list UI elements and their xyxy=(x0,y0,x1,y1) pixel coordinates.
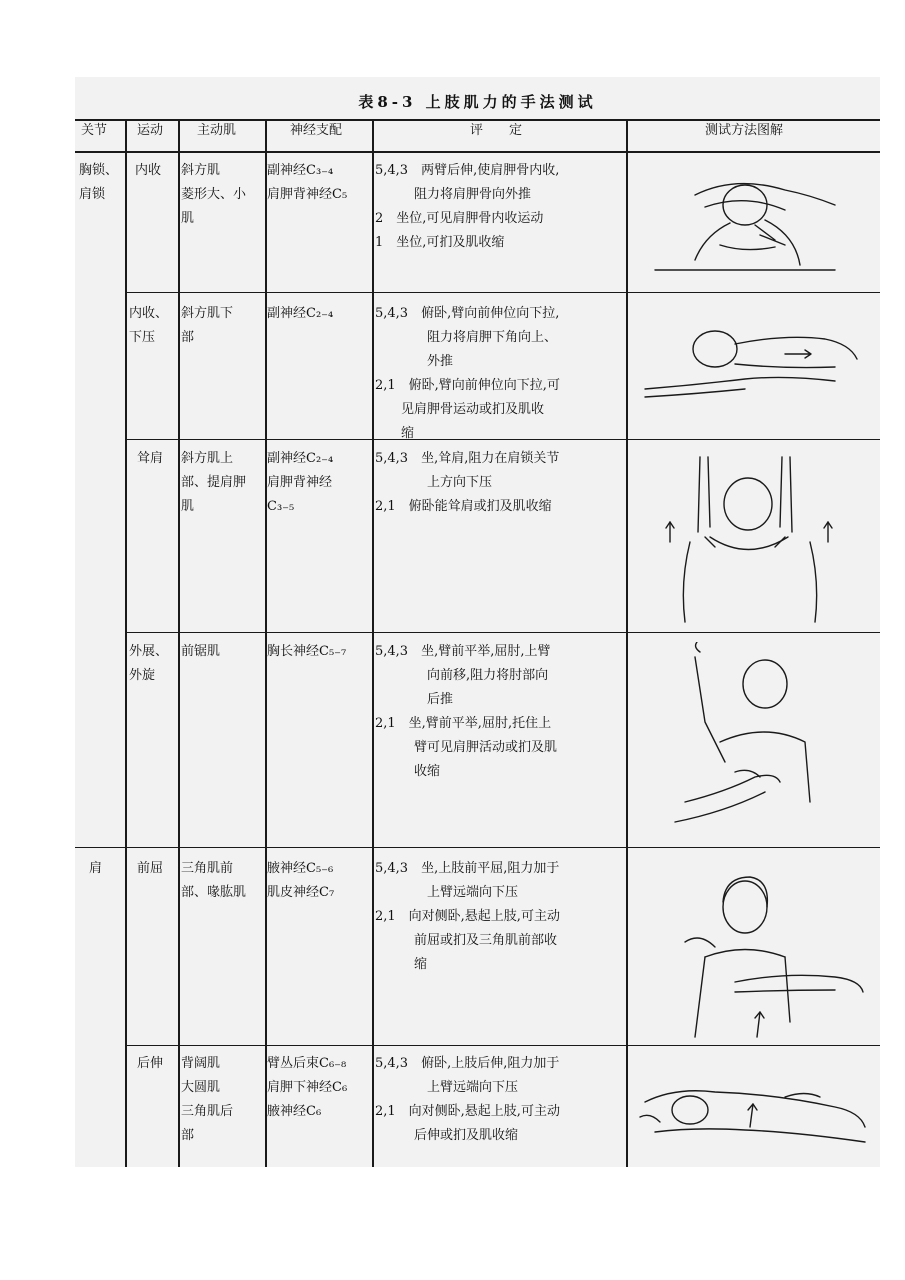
rule-row4 xyxy=(125,632,880,633)
header-muscle: 主动肌 xyxy=(197,123,237,138)
scanned-page xyxy=(75,77,880,1167)
prone-arm-extension-figure-icon xyxy=(635,309,875,419)
col-rule-5 xyxy=(626,119,628,1167)
col-rule-1 xyxy=(125,119,127,1167)
shoulder-extension-figure-icon xyxy=(635,1072,875,1162)
col-rule-2 xyxy=(178,119,180,1167)
row1-movement: 内收 xyxy=(135,163,162,178)
row2-muscle: 斜方肌下 部 xyxy=(181,306,234,345)
header-nerve: 神经支配 xyxy=(290,123,343,138)
rule-row6 xyxy=(125,1045,880,1046)
rule-row2 xyxy=(125,292,880,293)
row1-nerve: 副神经C₃₋₄ 肩胛背神经C₅ xyxy=(267,163,348,202)
shoulder-shrug-figure-icon xyxy=(660,452,840,627)
rule-row5 xyxy=(75,847,880,848)
header-grading: 评 定 xyxy=(470,123,523,138)
row1-joint: 胸锁、 肩锁 xyxy=(79,163,119,202)
row5-grading: 5,4,3 坐,上肢前平屈,阻力加于 上臂远端向下压 2,1 向对侧卧,悬起上肢,可主动 前屈或扪及三角肌前部收 缩 xyxy=(375,861,560,972)
row2-grading: 5,4,3 俯卧,臂向前伸位向下拉, 阻力将肩胛下角向上、 外推 2,1 俯卧,臂向前伸位向下拉,可 见肩胛骨运动或扪及肌收 缩 xyxy=(375,306,560,441)
row6-movement: 后伸 xyxy=(137,1056,164,1071)
row1-muscle: 斜方肌 菱形大、小 肌 xyxy=(181,163,247,226)
row4-movement: 外展、 外旋 xyxy=(129,644,169,683)
row6-nerve: 臂丛后束C₆₋₈ 肩胛下神经C₆ 腋神经C₆ xyxy=(267,1056,348,1119)
row4-nerve: 胸长神经C₅₋₇ xyxy=(267,644,347,659)
row5-movement: 前屈 xyxy=(137,861,164,876)
row3-nerve: 副神经C₂₋₄ 肩胛背神经 C₃₋₅ xyxy=(267,451,334,514)
rule-header xyxy=(75,151,880,153)
row6-muscle: 背阔肌 大圆肌 三角肌后 部 xyxy=(181,1056,234,1143)
row3-muscle: 斜方肌上 部、提肩胛 肌 xyxy=(181,451,247,514)
row2-nerve: 副神经C₂₋₄ xyxy=(267,306,334,321)
row4-muscle: 前锯肌 xyxy=(181,644,221,659)
row1-grading: 5,4,3 两臂后伸,使肩胛骨内收, 阻力将肩胛骨向外推 2 坐位,可见肩胛骨内收运动 1 坐位,可扪及肌收缩 xyxy=(375,163,560,250)
header-movement: 运动 xyxy=(137,123,164,138)
row5-joint: 肩 xyxy=(89,861,103,876)
shoulder-flexion-figure-icon xyxy=(665,862,865,1042)
row3-movement: 耸肩 xyxy=(137,451,164,466)
header-illustration: 测试方法图解 xyxy=(705,123,784,138)
row3-grading: 5,4,3 坐,耸肩,阻力在肩锁关节 上方向下压 2,1 俯卧能耸肩或扪及肌收缩 xyxy=(375,451,560,514)
serratus-test-figure-icon xyxy=(665,642,845,832)
row2-movement: 内收、 下压 xyxy=(129,306,169,345)
row6-grading: 5,4,3 俯卧,上肢后伸,阻力加于 上臂远端向下压 2,1 向对侧卧,悬起上肢,可主动 后伸或扪及肌收缩 xyxy=(375,1056,560,1143)
table-title: 表8-3 上肢肌力的手法测试 xyxy=(358,93,597,111)
row5-muscle: 三角肌前 部、喙肱肌 xyxy=(181,861,247,900)
col-rule-4 xyxy=(372,119,374,1167)
row5-nerve: 腋神经C₅₋₆ 肌皮神经C₇ xyxy=(267,861,335,900)
header-joint: 关节 xyxy=(81,123,108,138)
row4-grading: 5,4,3 坐,臂前平举,屈肘,上臂 向前移,阻力将肘部向 后推 2,1 坐,臂前平举,屈肘,托住上 臂可见肩胛活动或扪及肌 收缩 xyxy=(375,644,558,779)
scapular-adduction-figure-icon xyxy=(635,165,875,285)
